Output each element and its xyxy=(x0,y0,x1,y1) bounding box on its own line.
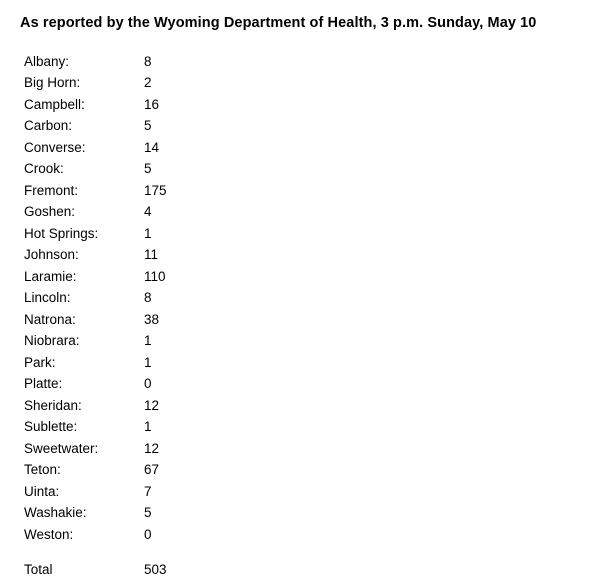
county-case-count: 0 xyxy=(144,526,152,542)
table-row xyxy=(24,506,214,528)
table-row xyxy=(24,356,214,378)
county-case-count: 8 xyxy=(144,290,152,306)
table-row xyxy=(24,377,214,399)
county-case-count: 11 xyxy=(144,247,159,263)
county-name: Crook: xyxy=(24,161,64,177)
county-case-count: 175 xyxy=(144,182,167,198)
county-case-count: 38 xyxy=(144,311,160,327)
county-case-count: 12 xyxy=(144,440,160,456)
total-value: 503 xyxy=(144,562,167,577)
county-name: Goshen: xyxy=(24,204,76,220)
county-name: Sublette: xyxy=(24,419,78,435)
table-row xyxy=(24,313,214,335)
county-case-count: 5 xyxy=(144,161,152,177)
total-label: Total xyxy=(24,562,53,577)
county-case-count: 5 xyxy=(144,118,152,134)
county-name: Johnson: xyxy=(24,247,79,263)
page-title: As reported by the Wyoming Department of Health, 3 p.m. Sunday, May 10 xyxy=(20,15,537,31)
county-name: Albany: xyxy=(24,53,70,69)
county-case-count: 110 xyxy=(144,268,166,284)
county-case-count: 1 xyxy=(144,333,152,349)
table-row xyxy=(24,334,214,356)
table-row xyxy=(24,98,214,120)
table-row xyxy=(24,420,214,442)
table-row xyxy=(24,485,214,507)
county-case-count: 2 xyxy=(144,75,152,91)
table-row xyxy=(24,270,214,292)
county-name: Converse: xyxy=(24,139,86,155)
county-name: Weston: xyxy=(24,526,74,542)
table-row xyxy=(24,463,214,485)
county-name: Big Horn: xyxy=(24,75,81,91)
county-name: Park: xyxy=(24,354,56,370)
table-row xyxy=(24,227,214,249)
county-name: Sheridan: xyxy=(24,397,82,413)
table-row xyxy=(24,184,214,206)
county-case-count: 16 xyxy=(144,96,160,112)
county-name: Laramie: xyxy=(24,268,77,284)
table-row xyxy=(24,442,214,464)
county-name: Fremont: xyxy=(24,182,79,198)
county-case-count: 4 xyxy=(144,204,152,220)
county-name: Washakie: xyxy=(24,505,87,521)
table-row xyxy=(24,162,214,184)
county-name: Sweetwater: xyxy=(24,440,99,456)
county-case-count: 67 xyxy=(144,462,160,478)
table-row xyxy=(24,399,214,421)
county-case-count: 1 xyxy=(144,354,152,370)
county-name: Hot Springs: xyxy=(24,225,99,241)
table-row xyxy=(24,528,214,550)
table-row xyxy=(24,205,214,227)
table-row xyxy=(24,76,214,98)
county-name: Niobrara: xyxy=(24,333,80,349)
county-name: Lincoln: xyxy=(24,290,71,306)
table-row xyxy=(24,141,214,163)
county-case-count: 12 xyxy=(144,397,160,413)
county-name: Campbell: xyxy=(24,96,85,112)
county-case-table xyxy=(24,55,214,577)
county-case-table-body xyxy=(24,55,214,577)
county-case-count: 1 xyxy=(144,225,152,241)
county-case-count: 14 xyxy=(144,139,160,155)
table-row xyxy=(24,291,214,313)
county-name: Uinta: xyxy=(24,483,60,499)
table-total-row xyxy=(24,549,214,577)
table-row xyxy=(24,55,214,77)
table-row xyxy=(24,248,214,270)
county-name: Natrona: xyxy=(24,311,76,327)
county-case-count: 5 xyxy=(144,505,152,521)
table-row xyxy=(24,119,214,141)
county-name: Carbon: xyxy=(24,118,73,134)
county-case-count: 7 xyxy=(144,483,152,499)
county-name: Teton: xyxy=(24,462,61,478)
county-case-count: 8 xyxy=(144,53,152,69)
county-name: Platte: xyxy=(24,376,63,392)
county-case-count: 1 xyxy=(144,419,152,435)
county-case-count: 0 xyxy=(144,376,152,392)
